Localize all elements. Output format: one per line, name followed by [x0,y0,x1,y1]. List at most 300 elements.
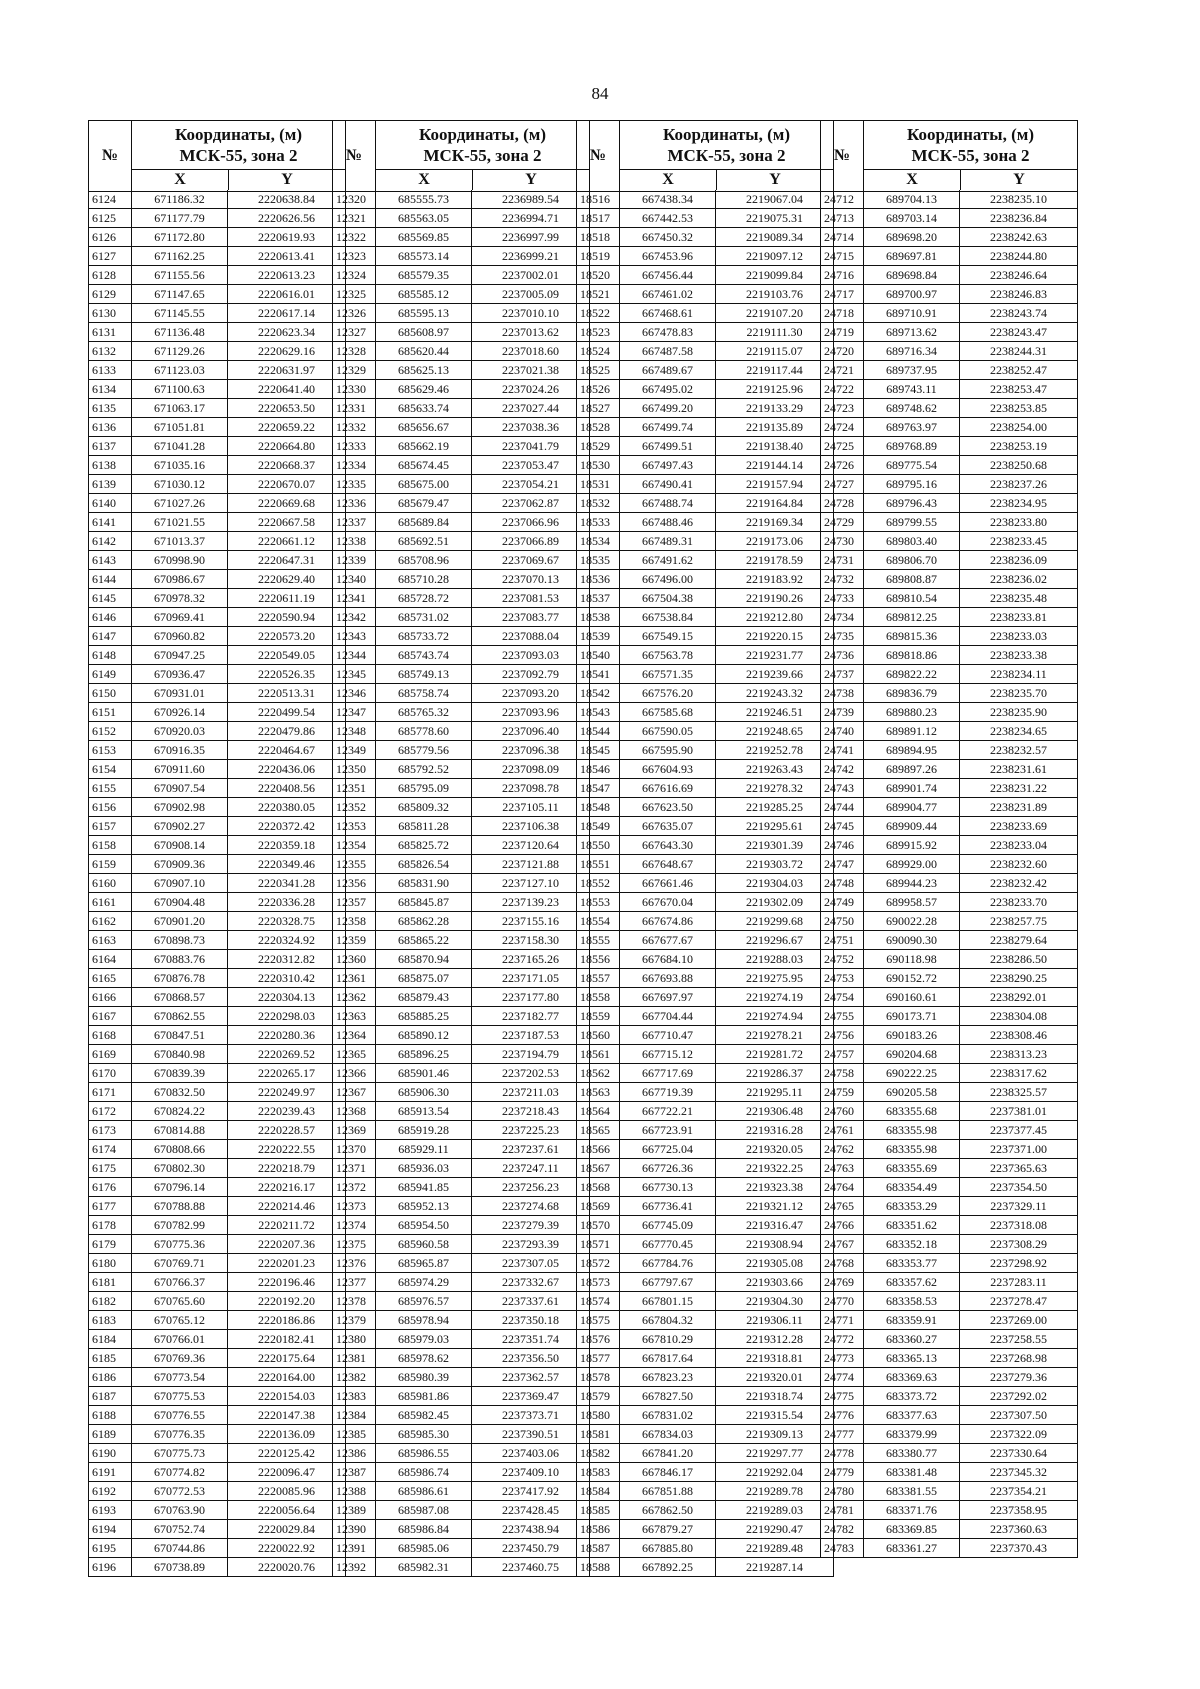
table-row [576,1425,834,1444]
point-number: 18571 [576,1235,620,1253]
x-coordinate: 685579.35 [376,266,472,284]
x-coordinate: 667719.39 [620,1083,716,1101]
x-coordinate: 685952.13 [376,1197,472,1215]
point-number: 6142 [88,532,132,550]
point-number: 6194 [88,1520,132,1538]
y-coordinate: 2220479.86 [228,722,346,740]
table-row [332,1539,590,1558]
table-row [88,1216,346,1235]
x-coordinate: 667717.69 [620,1064,716,1082]
y-coordinate: 2237177.80 [472,988,590,1006]
point-number: 24721 [820,361,864,379]
table-row [332,1273,590,1292]
y-coordinate: 2220631.97 [228,361,346,379]
y-coordinate: 2219278.32 [716,779,834,797]
point-number: 24730 [820,532,864,550]
x-coordinate: 685954.50 [376,1216,472,1234]
x-coordinate: 667478.83 [620,323,716,341]
table-row [332,1045,590,1064]
x-coordinate: 685890.12 [376,1026,472,1044]
point-number: 12366 [332,1064,376,1082]
point-number: 6148 [88,646,132,664]
y-coordinate: 2237093.03 [472,646,590,664]
x-coordinate: 690183.26 [864,1026,960,1044]
table-row [576,266,834,285]
y-coordinate: 2237120.64 [472,836,590,854]
table-row [88,969,346,988]
x-coordinate: 667489.67 [620,361,716,379]
table-row [820,1064,1078,1083]
table-row [576,190,834,209]
point-number: 18575 [576,1311,620,1329]
point-number: 12320 [332,190,376,208]
point-number: 24748 [820,874,864,892]
table-row [820,1083,1078,1102]
table-row [820,361,1078,380]
y-coordinate: 2237283.11 [960,1273,1078,1291]
y-coordinate: 2220218.79 [228,1159,346,1177]
x-coordinate: 685982.31 [376,1558,472,1576]
y-header: Y [525,171,537,188]
point-number: 6136 [88,418,132,436]
point-number: 24750 [820,912,864,930]
table-row [576,1539,834,1558]
y-coordinate: 2237354.50 [960,1178,1078,1196]
y-coordinate: 2220613.41 [228,247,346,265]
x-coordinate: 667490.41 [620,475,716,493]
y-coordinate: 2237390.51 [472,1425,590,1443]
x-coordinate: 685765.32 [376,703,472,721]
point-number: 6156 [88,798,132,816]
y-coordinate: 2236989.54 [472,190,590,208]
x-coordinate: 685941.85 [376,1178,472,1196]
x-coordinate: 689716.34 [864,342,960,360]
point-number: 12377 [332,1273,376,1291]
table-row [88,931,346,950]
table-row [88,1482,346,1501]
table-row [332,209,590,228]
point-number: 18574 [576,1292,620,1310]
y-coordinate: 2238235.70 [960,684,1078,702]
y-coordinate: 2238234.11 [960,665,1078,683]
table-row [88,1083,346,1102]
x-coordinate: 683369.63 [864,1368,960,1386]
y-coordinate: 2237268.98 [960,1349,1078,1367]
table-row [332,1349,590,1368]
point-number: 24732 [820,570,864,588]
x-coordinate: 685809.32 [376,798,472,816]
x-coordinate: 689909.44 [864,817,960,835]
x-coordinate: 667661.46 [620,874,716,892]
x-coordinate: 685906.30 [376,1083,472,1101]
table-row [88,1159,346,1178]
y-coordinate: 2237005.09 [472,285,590,303]
y-coordinate: 2220619.93 [228,228,346,246]
x-coordinate: 683355.68 [864,1102,960,1120]
y-coordinate: 2220616.01 [228,285,346,303]
x-coordinate: 670832.50 [132,1083,228,1101]
x-coordinate: 671027.26 [132,494,228,512]
x-coordinate: 667499.74 [620,418,716,436]
y-coordinate: 2238237.26 [960,475,1078,493]
x-coordinate: 685608.97 [376,323,472,341]
table-row [576,950,834,969]
y-coordinate: 2237211.03 [472,1083,590,1101]
x-coordinate: 667801.15 [620,1292,716,1310]
x-coordinate: 685585.12 [376,285,472,303]
table-row [576,703,834,722]
table-row [820,1102,1078,1121]
y-coordinate: 2237350.18 [472,1311,590,1329]
table-row [88,380,346,399]
table-row [576,874,834,893]
table-row [576,646,834,665]
table-row [88,304,346,323]
x-coordinate: 689806.70 [864,551,960,569]
table-row [820,1254,1078,1273]
x-coordinate: 667710.47 [620,1026,716,1044]
table-row [332,988,590,1007]
y-coordinate: 2237409.10 [472,1463,590,1481]
x-coordinate: 667677.67 [620,931,716,949]
x-coordinate: 685985.30 [376,1425,472,1443]
y-coordinate: 2237171.05 [472,969,590,987]
point-number: 12324 [332,266,376,284]
y-coordinate: 2236997.99 [472,228,590,246]
point-number: 18537 [576,589,620,607]
table-row [820,228,1078,247]
x-coordinate: 670876.78 [132,969,228,987]
table-row [332,1254,590,1273]
point-number: 18532 [576,494,620,512]
y-coordinate: 2220211.72 [228,1216,346,1234]
table-row [332,247,590,266]
point-number: 18545 [576,741,620,759]
point-number: 12341 [332,589,376,607]
y-coordinate: 2238242.63 [960,228,1078,246]
number-header: № [332,121,376,191]
y-coordinate: 2238235.48 [960,589,1078,607]
y-coordinate: 2220341.28 [228,874,346,892]
point-number: 24725 [820,437,864,455]
y-coordinate: 2220573.20 [228,627,346,645]
y-coordinate: 2219067.04 [716,190,834,208]
x-coordinate: 690173.71 [864,1007,960,1025]
x-coordinate: 683381.48 [864,1463,960,1481]
table-row [820,1121,1078,1140]
table-row [88,608,346,627]
y-coordinate: 2219133.29 [716,399,834,417]
point-number: 6129 [88,285,132,303]
table-row [576,285,834,304]
point-number: 18540 [576,646,620,664]
table-row [576,304,834,323]
table-row [576,779,834,798]
table-row [88,494,346,513]
y-coordinate: 2219318.74 [716,1387,834,1405]
y-coordinate: 2219164.84 [716,494,834,512]
y-coordinate: 2220186.86 [228,1311,346,1329]
y-coordinate: 2237237.61 [472,1140,590,1158]
number-header: № [576,121,620,191]
point-number: 12342 [332,608,376,626]
y-coordinate: 2220664.80 [228,437,346,455]
y-coordinate: 2219135.89 [716,418,834,436]
x-coordinate: 670916.35 [132,741,228,759]
x-coordinate: 690022.28 [864,912,960,930]
point-number: 12350 [332,760,376,778]
y-coordinate: 2220207.36 [228,1235,346,1253]
point-number: 18521 [576,285,620,303]
point-number: 6138 [88,456,132,474]
x-coordinate: 685845.87 [376,893,472,911]
point-number: 24726 [820,456,864,474]
point-number: 6163 [88,931,132,949]
point-number: 12345 [332,665,376,683]
point-number: 24777 [820,1425,864,1443]
y-coordinate: 2238286.50 [960,950,1078,968]
y-coordinate: 2220222.55 [228,1140,346,1158]
table-row [820,266,1078,285]
x-coordinate: 667823.23 [620,1368,716,1386]
point-number: 12363 [332,1007,376,1025]
x-coordinate: 667488.74 [620,494,716,512]
x-coordinate: 667693.88 [620,969,716,987]
x-coordinate: 667453.96 [620,247,716,265]
y-coordinate: 2237139.23 [472,893,590,911]
x-coordinate: 685985.06 [376,1539,472,1557]
y-coordinate: 2220196.46 [228,1273,346,1291]
point-number: 6141 [88,513,132,531]
x-coordinate: 667488.46 [620,513,716,531]
table-row [820,1273,1078,1292]
point-number: 6169 [88,1045,132,1063]
point-number: 6131 [88,323,132,341]
x-coordinate: 685979.03 [376,1330,472,1348]
point-number: 24767 [820,1235,864,1253]
x-coordinate: 670920.03 [132,722,228,740]
y-coordinate: 2237083.77 [472,608,590,626]
y-coordinate: 2219252.78 [716,741,834,759]
x-coordinate: 667892.25 [620,1558,716,1576]
y-coordinate: 2219308.94 [716,1235,834,1253]
y-coordinate: 2219306.11 [716,1311,834,1329]
point-number: 12348 [332,722,376,740]
table-row [332,1406,590,1425]
x-coordinate: 667704.44 [620,1007,716,1025]
x-coordinate: 671155.56 [132,266,228,284]
x-coordinate: 671162.25 [132,247,228,265]
point-number: 12321 [332,209,376,227]
point-number: 18558 [576,988,620,1006]
y-coordinate: 2220022.92 [228,1539,346,1557]
x-coordinate: 670765.12 [132,1311,228,1329]
point-number: 12328 [332,342,376,360]
x-coordinate: 689743.11 [864,380,960,398]
y-coordinate: 2220216.17 [228,1178,346,1196]
y-coordinate: 2219316.47 [716,1216,834,1234]
table-row [332,418,590,437]
x-coordinate: 685749.13 [376,665,472,683]
x-coordinate: 670824.22 [132,1102,228,1120]
point-number: 24783 [820,1539,864,1557]
table-row [88,684,346,703]
y-coordinate: 2220265.17 [228,1064,346,1082]
y-coordinate: 2219263.43 [716,760,834,778]
point-number: 18583 [576,1463,620,1481]
table-row [88,1520,346,1539]
table-row [332,1159,590,1178]
point-number: 18561 [576,1045,620,1063]
point-number: 12372 [332,1178,376,1196]
table-row [332,1140,590,1159]
y-coordinate: 2236999.21 [472,247,590,265]
table-row [88,1387,346,1406]
y-coordinate: 2238253.19 [960,437,1078,455]
y-coordinate: 2238244.31 [960,342,1078,360]
point-number: 12389 [332,1501,376,1519]
x-coordinate: 667827.50 [620,1387,716,1405]
point-number: 18547 [576,779,620,797]
x-coordinate: 689880.23 [864,703,960,721]
point-number: 24778 [820,1444,864,1462]
y-coordinate: 2237358.95 [960,1501,1078,1519]
table-row [88,798,346,817]
y-coordinate: 2237096.38 [472,741,590,759]
point-number: 24737 [820,665,864,683]
y-coordinate: 2219278.21 [716,1026,834,1044]
table-row [820,1197,1078,1216]
point-number: 18543 [576,703,620,721]
table-row [576,722,834,741]
point-number: 6184 [88,1330,132,1348]
x-coordinate: 683360.27 [864,1330,960,1348]
y-coordinate: 2220359.18 [228,836,346,854]
table-row [820,399,1078,418]
y-coordinate: 2220499.54 [228,703,346,721]
y-coordinate: 2237258.55 [960,1330,1078,1348]
x-coordinate: 685986.61 [376,1482,472,1500]
point-number: 18524 [576,342,620,360]
x-coordinate: 689815.36 [864,627,960,645]
y-coordinate: 2237127.10 [472,874,590,892]
x-coordinate: 689836.79 [864,684,960,702]
point-number: 12354 [332,836,376,854]
point-number: 12346 [332,684,376,702]
table-row [88,266,346,285]
point-number: 24746 [820,836,864,854]
table-row [820,209,1078,228]
table-row [820,1501,1078,1520]
point-number: 6149 [88,665,132,683]
point-number: 6189 [88,1425,132,1443]
x-coordinate: 667730.13 [620,1178,716,1196]
x-coordinate: 667770.45 [620,1235,716,1253]
y-coordinate: 2219289.03 [716,1501,834,1519]
x-coordinate: 689901.74 [864,779,960,797]
y-coordinate: 2237053.47 [472,456,590,474]
coordinate-system: МСК-55, зона 2 [911,146,1030,165]
y-coordinate: 2219107.20 [716,304,834,322]
table-row [88,874,346,893]
y-coordinate: 2238233.04 [960,836,1078,854]
x-coordinate: 689737.95 [864,361,960,379]
y-coordinate: 2220280.36 [228,1026,346,1044]
table-row [576,209,834,228]
point-number: 6160 [88,874,132,892]
x-coordinate: 670907.10 [132,874,228,892]
y-coordinate: 2219302.09 [716,893,834,911]
x-coordinate: 667499.20 [620,399,716,417]
y-coordinate: 2219312.28 [716,1330,834,1348]
y-coordinate: 2220154.03 [228,1387,346,1405]
table-row [332,950,590,969]
table-row [332,1026,590,1045]
point-number: 12368 [332,1102,376,1120]
point-number: 12369 [332,1121,376,1139]
x-coordinate: 667496.00 [620,570,716,588]
point-number: 18555 [576,931,620,949]
x-coordinate: 685982.45 [376,1406,472,1424]
x-coordinate: 685573.14 [376,247,472,265]
x-coordinate: 670808.66 [132,1140,228,1158]
x-coordinate: 667616.69 [620,779,716,797]
x-coordinate: 689818.86 [864,646,960,664]
table-row [820,1406,1078,1425]
point-number: 12381 [332,1349,376,1367]
y-coordinate: 2219322.25 [716,1159,834,1177]
table-row [332,969,590,988]
y-coordinate: 2238233.38 [960,646,1078,664]
y-coordinate: 2220298.03 [228,1007,346,1025]
point-number: 24765 [820,1197,864,1215]
point-number: 6176 [88,1178,132,1196]
y-coordinate: 2219306.48 [716,1102,834,1120]
point-number: 24779 [820,1463,864,1481]
y-coordinate: 2219295.11 [716,1083,834,1101]
y-coordinate: 2219248.65 [716,722,834,740]
point-number: 18584 [576,1482,620,1500]
y-coordinate: 2219304.03 [716,874,834,892]
coordinate-system: МСК-55, зона 2 [423,146,542,165]
table-row [332,1368,590,1387]
point-number: 6168 [88,1026,132,1044]
x-coordinate: 689713.62 [864,323,960,341]
x-coordinate: 670907.54 [132,779,228,797]
table-row [820,323,1078,342]
table-row [88,285,346,304]
point-number: 6159 [88,855,132,873]
x-coordinate: 689891.12 [864,722,960,740]
y-coordinate: 2238325.57 [960,1083,1078,1101]
y-coordinate: 2237307.50 [960,1406,1078,1424]
y-coordinate: 2237041.79 [472,437,590,455]
y-coordinate: 2219125.96 [716,380,834,398]
x-coordinate: 670960.82 [132,627,228,645]
table-row [88,570,346,589]
y-coordinate: 2220670.07 [228,475,346,493]
x-coordinate: 689915.92 [864,836,960,854]
point-number: 24757 [820,1045,864,1063]
point-number: 6151 [88,703,132,721]
table-header [332,120,590,192]
x-coordinate: 689808.87 [864,570,960,588]
table-row [576,1501,834,1520]
point-number: 6147 [88,627,132,645]
x-coordinate: 670763.90 [132,1501,228,1519]
point-number: 24736 [820,646,864,664]
point-number: 18579 [576,1387,620,1405]
